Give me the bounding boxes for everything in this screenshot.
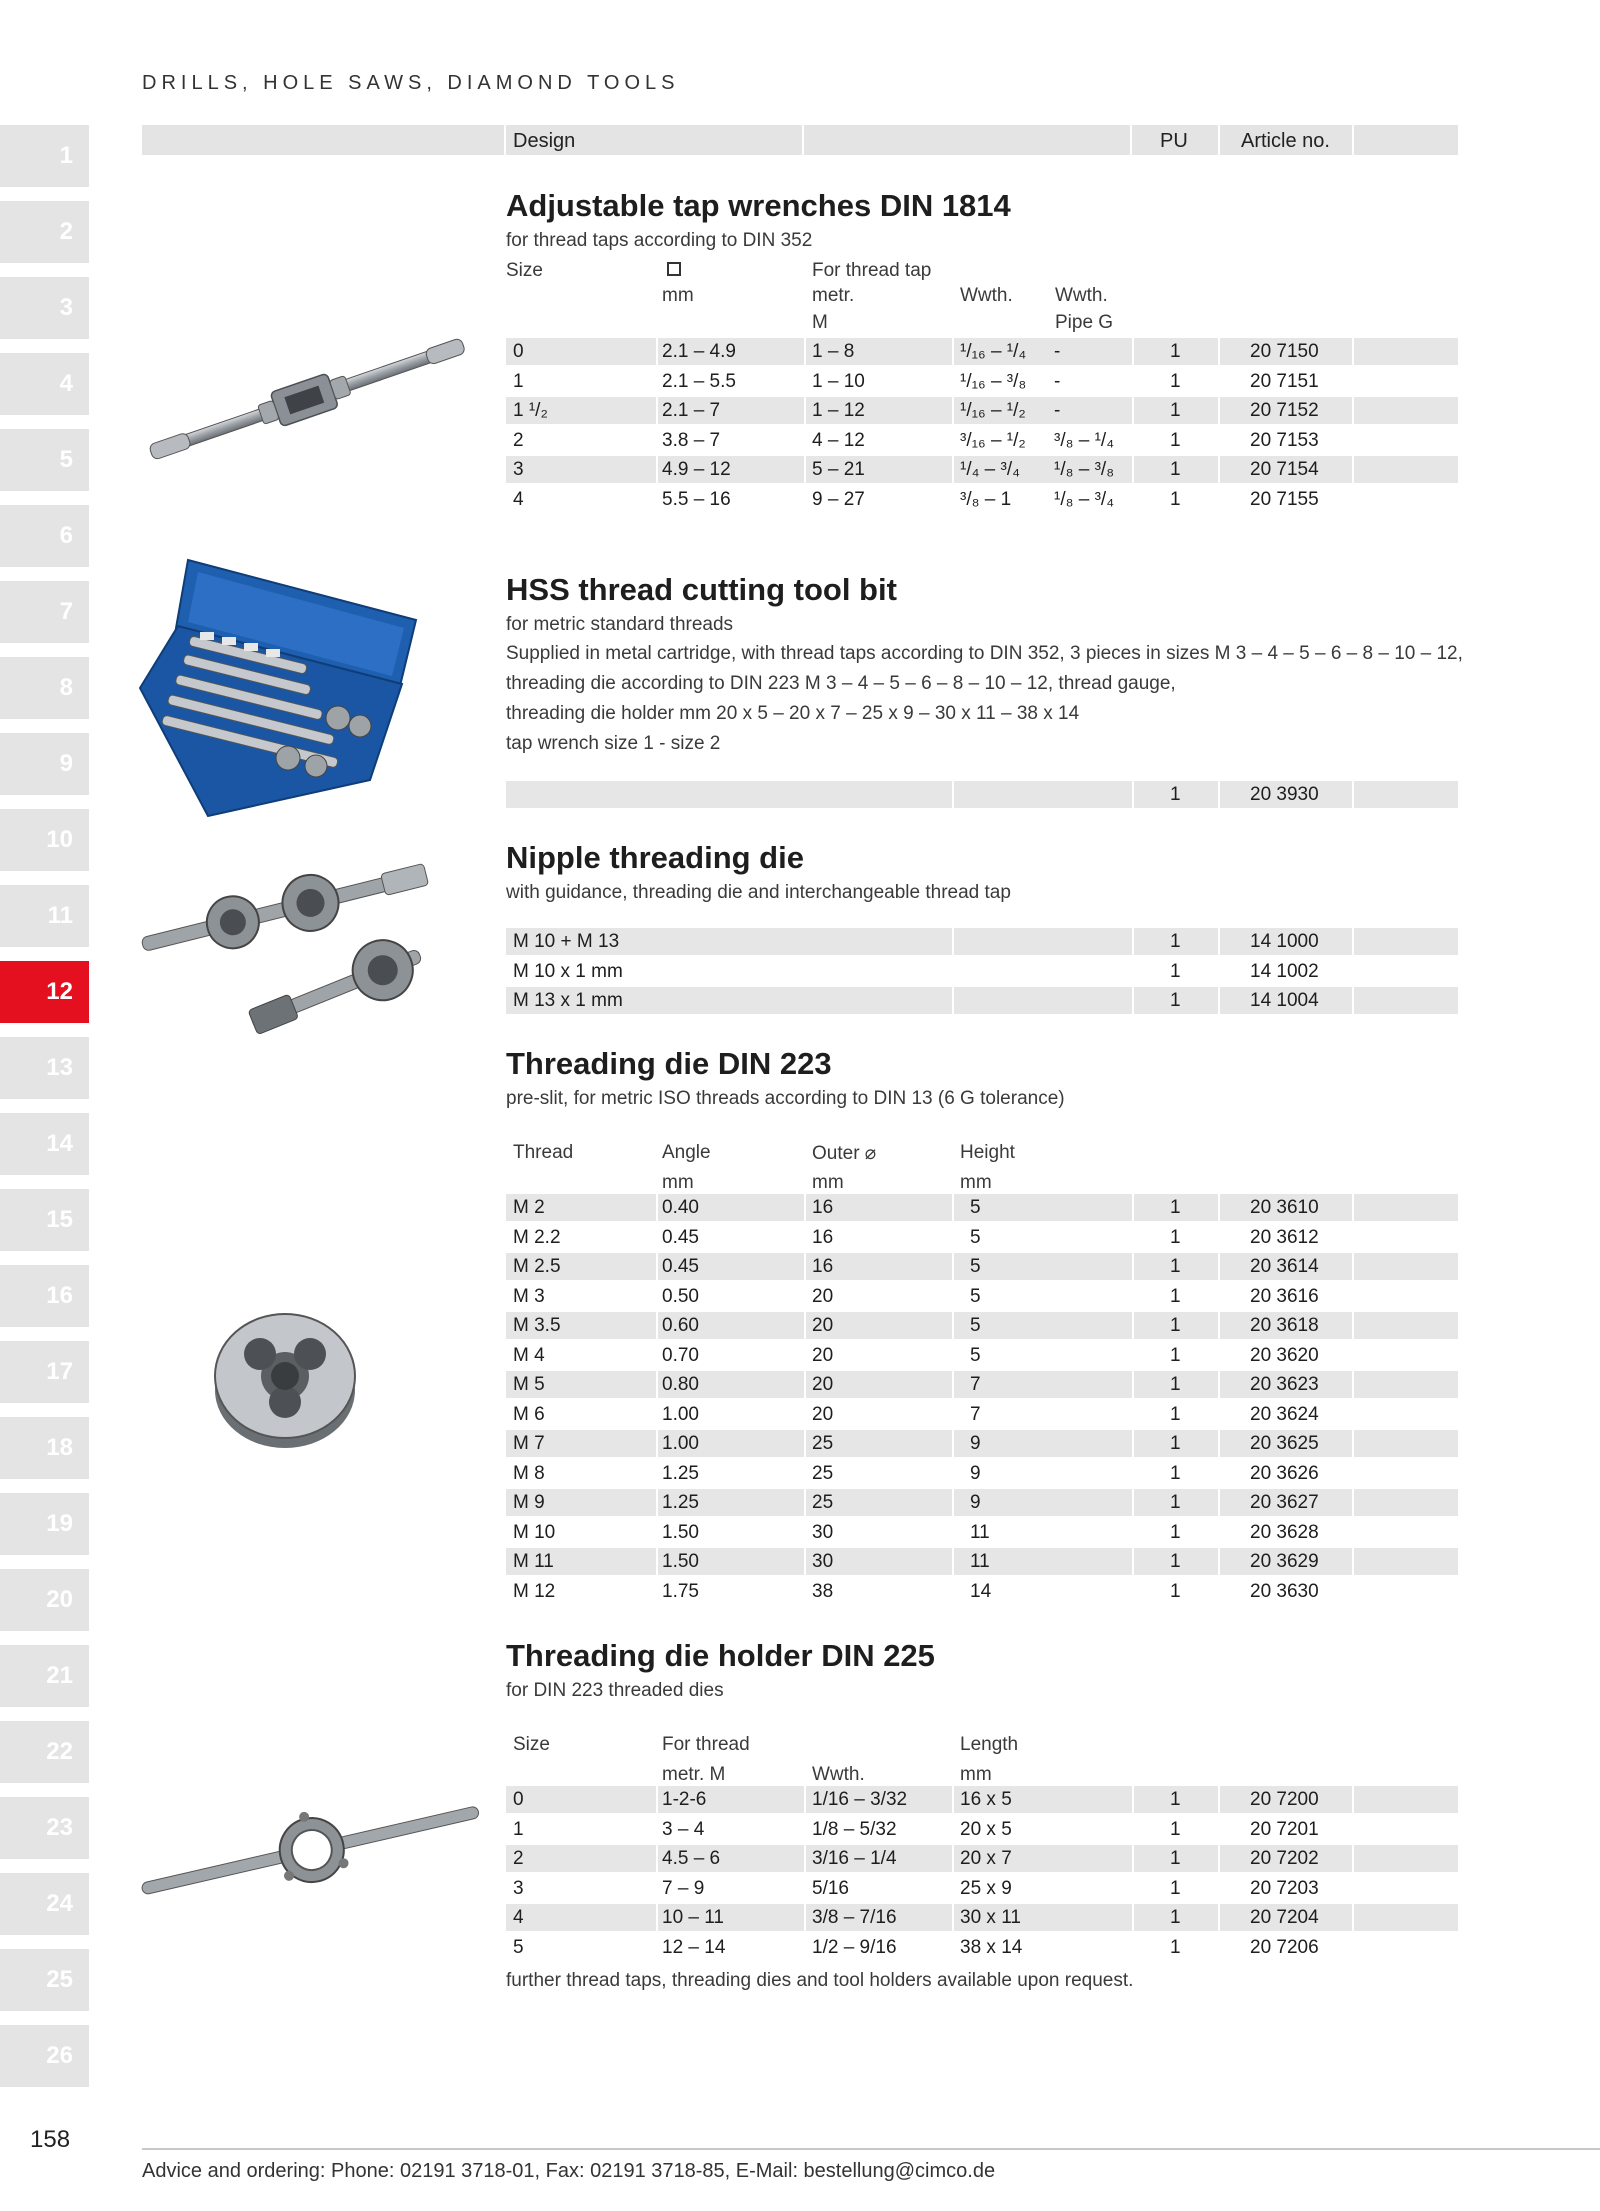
table-row [506,338,1458,365]
angle-cell: 0.50 [662,1285,699,1307]
table-row [506,1786,1458,1813]
whitworth-cell: 1/2 – 9/16 [812,1936,897,1958]
mm-range-cell: 2.1 – 7 [662,400,721,421]
description-line: threading die according to DIN 223 M 3 – 4 – 5 – 6 – 8 – 10 – 12, thread gauge, [506,673,1176,694]
metric-thread-cell: 10 – 11 [662,1907,724,1928]
page-number: 158 [30,2126,71,2153]
article-number-cell: 20 7202 [1250,1848,1319,1869]
whitworth-cell: 1/16 – 3/32 [812,1789,908,1810]
nipple-die-illustration [136,858,436,1038]
article-number-cell: 20 3610 [1250,1197,1319,1218]
col-head-metr-m: metr. M [662,1764,726,1785]
size-cell: 4 [513,488,524,510]
col-head-length: Length [960,1734,1019,1755]
metric-thread-cell: 3 – 4 [662,1818,705,1840]
height-cell: 5 [970,1344,981,1366]
size-cell: 2 [513,429,524,451]
article-number-cell: 20 7203 [1250,1877,1319,1899]
angle-cell: 1.00 [662,1403,699,1425]
col-head-mm: mm [960,1172,992,1193]
height-cell: 5 [970,1256,981,1277]
pu-cell: 1 [1170,459,1181,480]
height-cell: 14 [970,1580,992,1602]
whitworth-cell: 1/8 – 5/32 [812,1818,897,1840]
thread-cell: M 11 [513,1551,554,1572]
mm-range-cell: 4.9 – 12 [662,459,731,480]
pipe-g-cell: ³/₈ – ¹/₄ [1054,429,1114,451]
table-row [506,987,1458,1014]
article-number-cell: 20 3930 [1250,784,1319,805]
pu-cell: 1 [1170,1521,1181,1543]
table-row [506,1224,1458,1251]
chapter-tab-22[interactable]: 22 [0,1721,89,1783]
table-row [506,1401,1458,1428]
description-line: Supplied in metal cartridge, with thread taps according to DIN 352, 3 pieces in sizes M 3 – 4 – 5 – 6 – 8 – 10 – 12, [506,643,1463,664]
chapter-tab-21[interactable]: 21 [0,1645,89,1707]
outer-diameter-cell: 20 [812,1374,834,1395]
metric-range-cell: 1 – 8 [812,341,855,362]
whitworth-cell: ³/₁₆ – ¹/₂ [960,429,1026,451]
square-icon [667,260,681,282]
threading-die-illustration [210,1298,360,1458]
article-number-cell: 20 7206 [1250,1936,1319,1958]
thread-cell: M 10 [513,1521,556,1543]
pu-cell: 1 [1170,429,1181,451]
pu-column-header: PU [1160,130,1188,152]
angle-cell: 1.00 [662,1433,699,1454]
pu-cell: 1 [1170,1315,1181,1336]
metric-thread-cell: 12 – 14 [662,1936,726,1958]
length-cell: 25 x 9 [960,1877,1012,1899]
thread-cell: M 2.5 [513,1256,561,1277]
col-head-outer-diameter: Outer ⌀ [812,1143,877,1164]
chapter-tab-12[interactable]: 12 [0,961,89,1023]
height-cell: 5 [970,1197,981,1218]
chapter-tab-17[interactable]: 17 [0,1341,89,1403]
metric-range-cell: 1 – 10 [812,370,865,392]
pu-cell: 1 [1170,1818,1181,1840]
table-row [506,1312,1458,1339]
table-row [506,1342,1458,1369]
col-head-metr: metr. [812,285,855,306]
col-head-thread: Thread [513,1142,574,1163]
table-row [506,928,1458,955]
metric-range-cell: 1 – 12 [812,400,865,421]
chapter-tab-8[interactable]: 8 [0,657,89,719]
metric-range-cell: 4 – 12 [812,429,865,451]
size-cell: 3 [513,1877,524,1899]
size-cell: 0 [513,341,524,362]
chapter-tab-24[interactable]: 24 [0,1873,89,1935]
article-number-cell: 20 3614 [1250,1256,1319,1277]
article-number-cell: 20 3612 [1250,1226,1319,1248]
design-cell: M 10 + M 13 [513,931,620,952]
pu-cell: 1 [1170,1403,1181,1425]
chapter-tab-2[interactable]: 2 [0,201,89,263]
col-head-mm: mm [812,1172,844,1193]
size-cell: 1 [513,1818,524,1840]
outer-diameter-cell: 30 [812,1551,834,1572]
article-number-cell: 20 7154 [1250,459,1319,480]
article-number-cell: 20 7153 [1250,429,1319,451]
outer-diameter-cell: 25 [812,1492,834,1513]
article-number-cell: 20 3620 [1250,1344,1319,1366]
col-head-size: Size [506,260,543,281]
pu-cell: 1 [1170,1907,1181,1928]
whitworth-cell: 3/16 – 1/4 [812,1848,897,1869]
article-number-cell: 20 3629 [1250,1551,1319,1572]
article-number-cell: 20 7204 [1250,1907,1319,1928]
table-row [506,1519,1458,1546]
mm-range-cell: 5.5 – 16 [662,488,731,510]
table-row [506,1371,1458,1398]
pu-cell: 1 [1170,1848,1181,1869]
pipe-g-cell: - [1054,400,1061,421]
pu-cell: 1 [1170,1462,1181,1484]
article-number-cell: 20 3630 [1250,1580,1319,1602]
angle-cell: 1.25 [662,1492,699,1513]
pu-cell: 1 [1170,341,1181,362]
thread-cell: M 5 [513,1374,545,1395]
col-head-height: Height [960,1142,1015,1163]
pu-cell: 1 [1170,370,1181,392]
pipe-g-cell: ¹/₈ – ³/₄ [1054,488,1114,510]
col-head-wwth: Wwth. [960,285,1013,306]
height-cell: 9 [970,1433,981,1454]
thread-cell: M 4 [513,1344,545,1366]
article-number-cell: 20 3626 [1250,1462,1319,1484]
table-row [506,1578,1458,1605]
design-cell: M 10 x 1 mm [513,960,623,982]
availability-note: further thread taps, threading dies and tool holders available upon request. [506,1970,1134,1991]
whitworth-cell: ¹/₄ – ³/₄ [960,459,1020,480]
pu-cell: 1 [1170,1197,1181,1218]
article-number-cell: 20 3623 [1250,1374,1319,1395]
outer-diameter-cell: 16 [812,1197,834,1218]
length-cell: 30 x 11 [960,1907,1021,1928]
col-head-m: M [812,312,828,333]
chapter-tab-5[interactable]: 5 [0,429,89,491]
pu-cell: 1 [1170,931,1181,952]
article-number-cell: 20 7201 [1250,1818,1319,1840]
table-row [506,368,1458,395]
article-number-cell: 20 3628 [1250,1521,1319,1543]
metric-thread-cell: 7 – 9 [662,1877,705,1899]
angle-cell: 0.45 [662,1256,699,1277]
metric-thread-cell: 4.5 – 6 [662,1848,721,1869]
chapter-tab-26[interactable]: 26 [0,2025,89,2087]
height-cell: 5 [970,1285,981,1307]
chapter-tab-20[interactable]: 20 [0,1569,89,1631]
angle-cell: 0.70 [662,1344,699,1366]
chapter-tab-11[interactable]: 11 [0,885,89,947]
chapter-tab-9[interactable]: 9 [0,733,89,795]
description-line: threading die holder mm 20 x 5 – 20 x 7 – 25 x 9 – 30 x 11 – 38 x 14 [506,703,1080,724]
article-column-header: Article no. [1241,130,1330,152]
chapter-tab-1[interactable]: 1 [0,125,89,187]
pu-cell: 1 [1170,488,1181,510]
height-cell: 9 [970,1462,981,1484]
tap-wrench-illustration [138,318,483,478]
design-column-header: Design [513,130,576,152]
thread-cell: M 3.5 [513,1315,561,1336]
article-number-cell: 14 1002 [1250,960,1319,982]
pu-cell: 1 [1170,990,1181,1011]
table-row [506,781,1458,808]
footer-contact: Advice and ordering: Phone: 02191 3718-01, Fax: 02191 3718-85, E-Mail: bestellung@cimco.de [142,2160,996,2182]
section-title-nipple-die: Nipple threading die [506,840,804,875]
pu-cell: 1 [1170,1492,1181,1513]
article-number-cell: 20 3624 [1250,1403,1319,1425]
pu-cell: 1 [1170,960,1181,982]
size-cell: 3 [513,459,524,480]
thread-cell: M 6 [513,1403,545,1425]
table-row [506,1904,1458,1931]
outer-diameter-cell: 20 [812,1315,834,1336]
chapter-tab-23[interactable]: 23 [0,1797,89,1859]
outer-diameter-cell: 30 [812,1521,834,1543]
col-head-angle: Angle [662,1142,711,1163]
table-row [506,1489,1458,1516]
article-number-cell: 20 3625 [1250,1433,1319,1454]
height-cell: 7 [970,1403,981,1425]
height-cell: 9 [970,1492,981,1513]
size-cell: 5 [513,1936,524,1958]
angle-cell: 0.40 [662,1197,699,1218]
outer-diameter-cell: 25 [812,1433,834,1454]
article-number-cell: 14 1000 [1250,931,1319,952]
article-number-cell: 20 7150 [1250,341,1319,362]
pu-cell: 1 [1170,784,1181,805]
length-cell: 20 x 5 [960,1818,1012,1840]
section-subtitle-die-holder: for DIN 223 threaded dies [506,1680,724,1701]
height-cell: 5 [970,1226,981,1248]
article-number-cell: 20 7200 [1250,1789,1319,1810]
table-row [506,1253,1458,1280]
mm-range-cell: 2.1 – 4.9 [662,341,736,362]
section-title-threading-die: Threading die DIN 223 [506,1046,832,1081]
table-row [506,397,1458,424]
angle-cell: 0.45 [662,1226,699,1248]
whitworth-cell: 3/8 – 7/16 [812,1907,897,1928]
chapter-tab-6[interactable]: 6 [0,505,89,567]
size-cell: 2 [513,1848,524,1869]
table-row [506,958,1458,985]
chapter-tab-10[interactable]: 10 [0,809,89,871]
section-header-title: DRILLS, HOLE SAWS, DIAMOND TOOLS [142,72,680,94]
col-head-mm: mm [662,1172,694,1193]
pu-cell: 1 [1170,1877,1181,1899]
thread-cell: M 2.2 [513,1226,561,1248]
chapter-tab-4[interactable]: 4 [0,353,89,415]
pu-cell: 1 [1170,1374,1181,1395]
table-row [506,1816,1458,1843]
die-holder-illustration [134,1786,489,1916]
article-number-cell: 20 3618 [1250,1315,1319,1336]
thread-cell: M 9 [513,1492,545,1513]
height-cell: 11 [970,1551,990,1572]
article-number-cell: 20 3627 [1250,1492,1319,1513]
whitworth-cell: ¹/₁₆ – ¹/₂ [960,400,1026,421]
tool-kit-case-illustration [138,558,418,818]
chapter-tab-14[interactable]: 14 [0,1113,89,1175]
thread-cell: M 12 [513,1580,556,1602]
length-cell: 38 x 14 [960,1936,1023,1958]
design-cell: M 13 x 1 mm [513,990,623,1011]
article-number-cell: 20 7151 [1250,370,1319,392]
whitworth-cell: 5/16 [812,1877,849,1899]
article-number-cell: 20 7155 [1250,488,1319,510]
angle-cell: 0.60 [662,1315,699,1336]
pu-cell: 1 [1170,1936,1181,1958]
metric-range-cell: 5 – 21 [812,459,865,480]
outer-diameter-cell: 20 [812,1285,834,1307]
outer-diameter-cell: 25 [812,1462,834,1484]
col-head-wwth-pipe: Wwth. [1055,285,1108,306]
table-row [506,1283,1458,1310]
height-cell: 5 [970,1315,981,1336]
col-head-mm: mm [662,285,694,306]
pipe-g-cell: - [1054,341,1061,362]
table-row [506,1194,1458,1221]
section-subtitle-nipple-die: with guidance, threading die and interchangeable thread tap [506,882,1011,903]
pu-cell: 1 [1170,1344,1181,1366]
angle-cell: 1.50 [662,1521,699,1543]
thread-cell: M 8 [513,1462,545,1484]
article-number-cell: 20 3616 [1250,1285,1319,1307]
table-row [506,1845,1458,1872]
chapter-tab-15[interactable]: 15 [0,1189,89,1251]
section-title-tap-wrenches: Adjustable tap wrenches DIN 1814 [506,188,1011,223]
whitworth-cell: ³/₈ – 1 [960,488,1012,510]
section-title-tool-bit: HSS thread cutting tool bit [506,572,897,607]
thread-cell: M 2 [513,1197,545,1218]
thread-cell: M 7 [513,1433,545,1454]
angle-cell: 1.25 [662,1462,699,1484]
col-head-wwth: Wwth. [812,1764,865,1785]
chapter-tab-16[interactable]: 16 [0,1265,89,1327]
table-row [506,1934,1458,1961]
size-cell: 0 [513,1789,524,1810]
chapter-tab-13[interactable]: 13 [0,1037,89,1099]
pu-cell: 1 [1170,400,1181,421]
pu-cell: 1 [1170,1285,1181,1307]
table-row [506,486,1458,513]
chapter-tab-7[interactable]: 7 [0,581,89,643]
description-line: tap wrench size 1 - size 2 [506,733,721,754]
size-cell: 1 ¹/₂ [513,400,548,421]
pipe-g-cell: - [1054,370,1061,392]
article-number-cell: 14 1004 [1250,990,1319,1011]
outer-diameter-cell: 38 [812,1580,834,1602]
pu-cell: 1 [1170,1789,1181,1810]
section-subtitle-tool-bit: for metric standard threads [506,614,734,635]
metric-range-cell: 9 – 27 [812,488,865,510]
outer-diameter-cell: 16 [812,1226,834,1248]
outer-diameter-cell: 20 [812,1344,834,1366]
table-row [506,1460,1458,1487]
pu-cell: 1 [1170,1226,1181,1248]
length-cell: 16 x 5 [960,1789,1012,1810]
height-cell: 11 [970,1521,990,1543]
article-number-cell: 20 7152 [1250,400,1319,421]
angle-cell: 0.80 [662,1374,699,1395]
chapter-tab-18[interactable]: 18 [0,1417,89,1479]
thread-cell: M 3 [513,1285,545,1307]
metric-thread-cell: 1-2-6 [662,1789,707,1810]
angle-cell: 1.75 [662,1580,699,1602]
col-head-pipe-g: Pipe G [1055,312,1114,333]
col-head-for-thread-tap: For thread tap [812,260,932,281]
table-row [506,1548,1458,1575]
col-head-for-thread: For thread [662,1734,750,1755]
table-row [506,427,1458,454]
size-cell: 4 [513,1907,524,1928]
angle-cell: 1.50 [662,1551,699,1572]
outer-diameter-cell: 20 [812,1403,834,1425]
table-row [506,1875,1458,1902]
col-head-size: Size [513,1734,550,1755]
mm-range-cell: 2.1 – 5.5 [662,370,736,392]
pu-cell: 1 [1170,1551,1181,1572]
footer-divider [142,2148,1600,2150]
section-title-die-holder: Threading die holder DIN 225 [506,1638,935,1673]
pu-cell: 1 [1170,1256,1181,1277]
chapter-tab-3[interactable]: 3 [0,277,89,339]
table-row [506,456,1458,483]
whitworth-cell: ¹/₁₆ – ³/₈ [960,370,1027,392]
whitworth-cell: ¹/₁₆ – ¹/₄ [960,341,1027,362]
mm-range-cell: 3.8 – 7 [662,429,721,451]
length-cell: 20 x 7 [960,1848,1012,1869]
chapter-tab-19[interactable]: 19 [0,1493,89,1555]
pipe-g-cell: ¹/₈ – ³/₈ [1054,459,1115,480]
pu-cell: 1 [1170,1433,1181,1454]
section-subtitle-tap-wrenches: for thread taps according to DIN 352 [506,230,813,251]
height-cell: 7 [970,1374,981,1395]
outer-diameter-cell: 16 [812,1256,834,1277]
col-head-mm: mm [960,1764,992,1785]
table-row [506,1430,1458,1457]
size-cell: 1 [513,370,524,392]
section-subtitle-threading-die: pre-slit, for metric ISO threads according to DIN 13 (6 G tolerance) [506,1088,1065,1109]
pu-cell: 1 [1170,1580,1181,1602]
chapter-tab-25[interactable]: 25 [0,1949,89,2011]
